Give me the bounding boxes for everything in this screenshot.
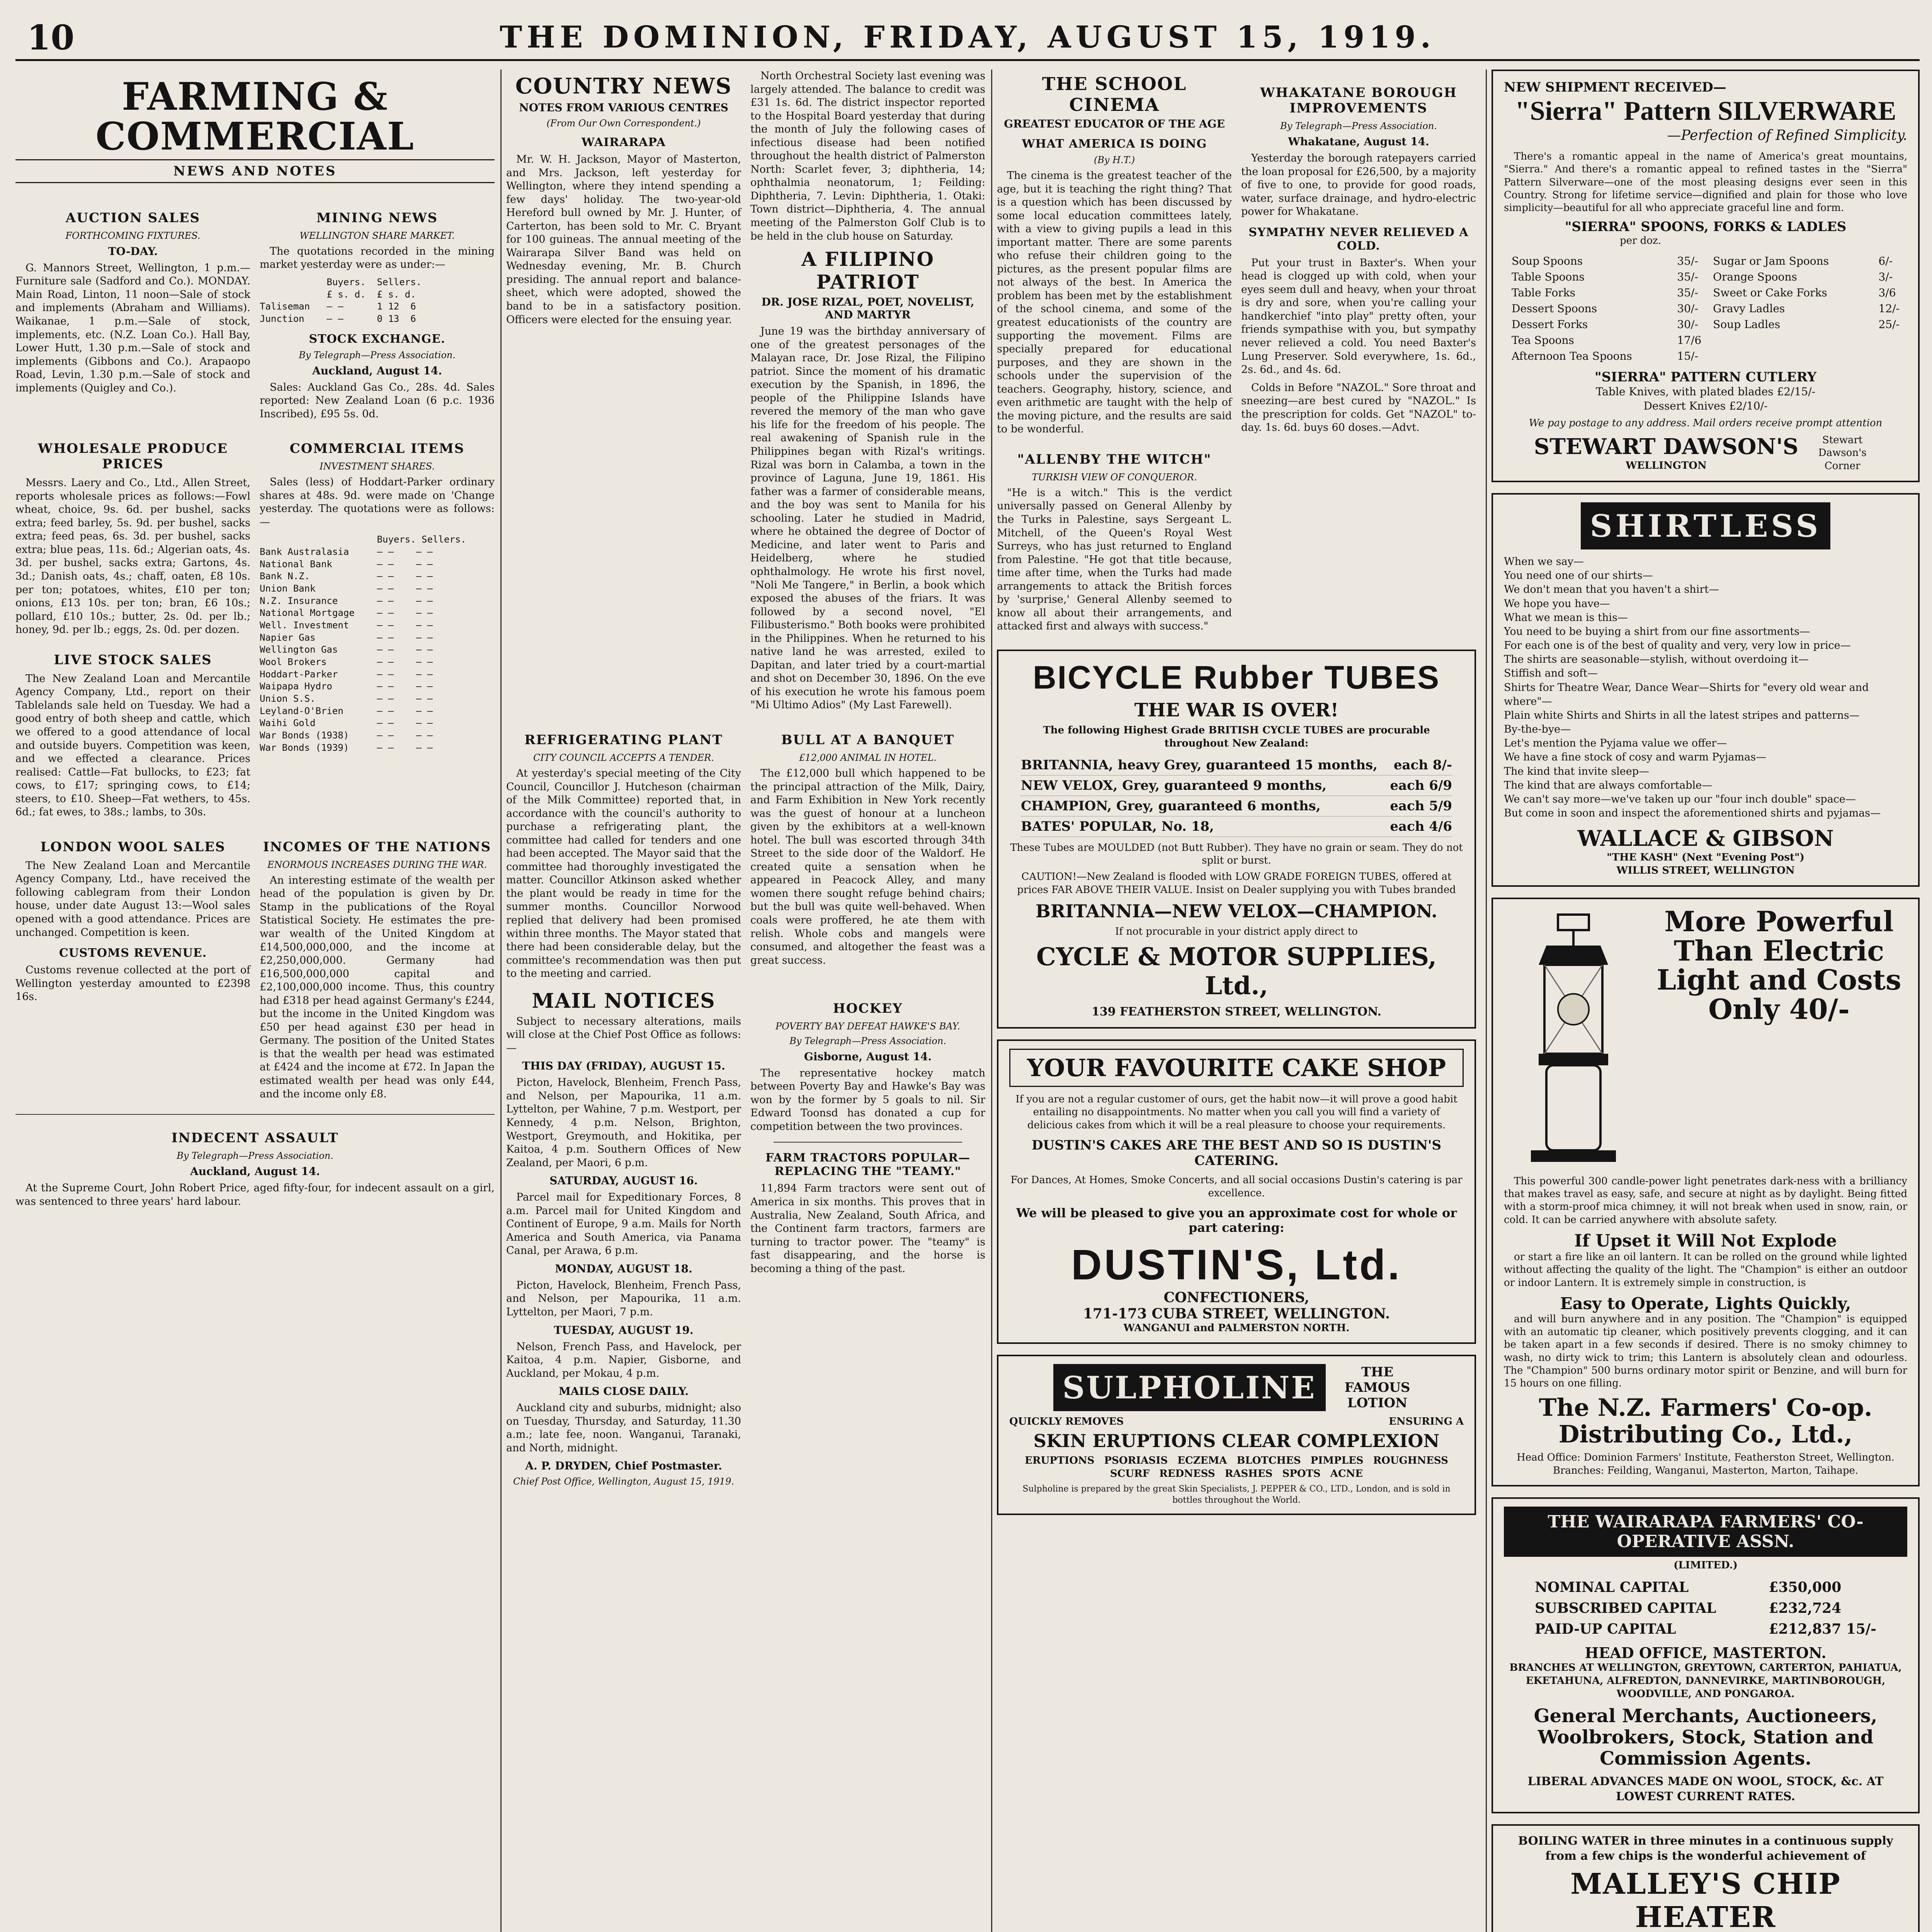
article-heading: WHAKATANE BOROUGH IMPROVEMENTS xyxy=(1260,85,1457,116)
ad-branches: WANGANUI and PALMERSTON NORTH. xyxy=(1123,1322,1350,1334)
article-dateline: Gisborne, August 14. xyxy=(804,1050,932,1063)
wairarapa-farmers-ad xyxy=(1492,1497,1920,1813)
ad-footer: Sulpholine is prepared by the great Skin Specialists, J. PEPPER & CO., LTD., London, and is sold in bottles throughout the World. xyxy=(1022,1484,1451,1505)
mail-date: THIS DAY (FRIDAY), AUGUST 15. xyxy=(522,1060,725,1073)
ad-lead: The following Highest Grade BRITISH CYCLE TUBES are procurable throughout New Zealand: xyxy=(1043,724,1430,749)
article-subheading: ENORMOUS INCREASES DURING THE WAR. xyxy=(267,859,487,870)
signature: A. P. DRYDEN, Chief Postmaster. xyxy=(525,1459,722,1473)
silverware-price-grid: Soup Spoons 35/- Sugar or Jam Spoons 6/- Table Spoons 35/- Orange Spoons 3/- Table Forks 35/- Sweet or Cake Forks 3/6 Dessert Spoons 30/- Gravy Ladles 12/- Dessert Forks 30/- Soup Ladles 25/- Tea Spoons 17/6 Afternoon Tea Spoons 15/- xyxy=(1512,255,1900,363)
list-item: CHAMPION, Grey, guaranteed 6 months, each 5/9 xyxy=(1021,796,1452,816)
article-heading: MAIL NOTICES xyxy=(532,989,716,1013)
ad-address: 139 FEATHERSTON STREET, WELLINGTON. xyxy=(1091,1005,1382,1019)
ad-brand: SULPHOLINE xyxy=(1053,1364,1326,1411)
article-heading: LIVE STOCK SALES xyxy=(54,652,212,668)
list-item: BRITANNIA, heavy Grey, guaranteed 15 months, each 8/- xyxy=(1021,755,1452,776)
article-subheading: DR. JOSE RIZAL, POET, NOVELIST, AND MARTYR xyxy=(761,296,975,321)
article-heading: INCOMES OF THE NATIONS xyxy=(263,839,492,855)
article-subheading: POVERTY BAY DEFEAT HAWKE'S BAY. xyxy=(776,1020,960,1032)
article-body: Customs revenue collected at the port of Wellington yesterday amounted to £2398 16s. xyxy=(15,964,250,1003)
ad-conditions: ERUPTIONS PSORIASIS ECZEMA BLOTCHES PIMPLES ROUGHNESS SCURF REDNESS RASHES SPOTS ACNE xyxy=(1025,1455,1448,1480)
article-body: Messrs. Laery and Co., Ltd., Allen Street, reports wholesale prices as follows:—Fowl wheat, choice, 9s. 6d. per bushel, sacks extra; feed barley, 5s. 9d. per bushel, sacks extra; feed peas, 6s. 3d. per bushel, sacks extra; blue peas, 11s. 6d.; Algerian oats, 4s. 3d. per bushel, sacks extra; Gartons, 4s. 3d.; Danish oats, 4s.; chaff, oaten, £8 10s. per ton; potatoes, whites, £10 per ton; onions, £13 10s. per ton; bran, £6 10s.; pollard, £10 10s.; butter, 2s. 0d. per lb.; honey, 9d. per lb.; eggs, 2s. 0d. per dozen. xyxy=(15,477,250,636)
article-body: Auckland city and suburbs, midnight; also on Tuesday, Thursday, and Saturday, 11.30 a.m.; late fee, noon. Wanganui, Taranaki, and North, midnight. xyxy=(506,1402,741,1454)
ad-tag: —Perfection of Refined Simplicity. xyxy=(1667,128,1907,144)
article-dateline: Whakatane, August 14. xyxy=(1288,135,1429,148)
page-number: 10 xyxy=(27,17,75,58)
article-body: At yesterday's special meeting of the City Council, Councillor J. Hutcheson (chairman of the Milk Committee) reported that, in accordance with the council's authority to purchase a refrigerating plant, the committee had called for tenders and one had been accepted. The Mayor said that the committee had thoroughly investigated the matter. Councillor Atkinson asked whether the plant would be ready in time for the summer months. Councillor Norwood replied that delivery had been promised within three months. The Mayor stated that there had been considerable delay, but the committee's recommendation was then put to the meeting and carried. xyxy=(506,767,741,980)
ad-title: THE WAIRARAPA FARMERS' CO-OPERATIVE ASSN. xyxy=(1504,1507,1907,1557)
article-heading: "ALLENBY THE WITCH" xyxy=(1017,451,1212,467)
share-table: Buyers. Sellers. Bank Australasia — — — — National Bank — — — — Bank N.Z. — — — — Union Bank — — — — N.Z. Insurance — — — — National Mortgage — — — — Well. Investment — — — — Napier Gas — — — — Wellington Gas — — — — Wool Brokers — — — — Hoddart-Parker — — — — Waipapa Hydro — — — — Union S.S. — — — — Leyland-O'Brien — — — — Waihi Gold — — — — War Bonds (1938) — — — — War Bonds (1939) — — — — xyxy=(260,534,466,753)
article-heading: INDECENT ASSAULT xyxy=(171,1130,339,1146)
article-subheading: WELLINGTON SHARE MARKET. xyxy=(299,230,455,241)
ad-catering: For Dances, At Homes, Smoke Concerts, and all social occasions Dustin's catering is par excellence. xyxy=(1010,1174,1463,1199)
ad-body: If you are not a regular customer of ours, get the habit now—it will prove a good habit entailing no disappointments. No matter when you call you will find a variety of delicious cakes from which it will be a real pleasure to choose your requirements. xyxy=(1015,1093,1458,1131)
ad-lead: NEW SHIPMENT RECEIVED— xyxy=(1504,80,1726,95)
lantern-icon xyxy=(1508,907,1639,1170)
article-body: Picton, Havelock, Blenheim, French Pass, and Nelson, per Mapourika, 11 a.m. Lyttelton, per Wahine, 7 p.m. Westport, per Kennedy, 4 p.m. Nelson, Brighton, Westport, Greymouth, and Hokitika, per Kaitoa, 4 p.m. Southern Offices of New Zealand, per Maori, 6 p.m. xyxy=(506,1077,741,1169)
ad-brands: BRITANNIA—NEW VELOX—CHAMPION. xyxy=(1035,900,1438,922)
council-article xyxy=(506,717,741,985)
newspaper-page xyxy=(15,15,1920,1932)
indecent-assault-article xyxy=(15,1130,495,1208)
ad-subheading: "SIERRA" PATTERN CUTLERY xyxy=(1595,369,1816,385)
ad-seller-tag: "THE KASH" (Next "Evening Post") xyxy=(1607,852,1804,864)
article-body: Nelson, French Pass, and Havelock, per Kaitoa, 4 p.m. Napier, Gisborne, and Auckland, per Mokau, 4 p.m. xyxy=(506,1340,741,1379)
capital-table: NOMINAL CAPITAL £350,000 SUBSCRIBED CAPITAL £232,724 PAID-UP CAPITAL £212,837 15/- xyxy=(1535,1579,1876,1638)
tube-price-list xyxy=(1021,755,1452,837)
mail-date: MAILS CLOSE DAILY. xyxy=(558,1385,689,1398)
bull-article xyxy=(750,717,985,985)
ad-title: More Powerful Than Electric Light and Costs Only 40/- xyxy=(1656,905,1901,1026)
ad-branches: Branches: Feilding, Wanganui, Masterton, Marton, Taihape. xyxy=(1553,1464,1859,1476)
ad-seller-place: WELLINGTON xyxy=(1626,460,1707,472)
article-heading: COMMERCIAL ITEMS xyxy=(289,441,465,457)
ad-title: MALLEY'S CHIP HEATER xyxy=(1570,1867,1841,1932)
article-byline: By Telegraph—Press Association. xyxy=(299,349,456,361)
ad-brand: DUSTIN'S, Ltd. xyxy=(1071,1241,1402,1289)
lantern-illustration xyxy=(1504,907,1643,1171)
article-dateline: TO-DAY. xyxy=(108,245,158,258)
sulpholine-ad xyxy=(997,1355,1476,1515)
article-heading: HOCKEY xyxy=(833,1000,903,1016)
mining-news-article xyxy=(260,195,495,425)
article-body: Subject to necessary alterations, mails will close at the Chief Post Office as follows:— xyxy=(506,1015,741,1054)
mail-date: MONDAY, AUGUST 18. xyxy=(555,1262,692,1275)
ad-title: YOUR FAVOURITE CAKE SHOP xyxy=(1009,1049,1464,1087)
article-body: The New Zealand Loan and Mercantile Agency Company, Ltd., have received the following cablegram from their London house, under date August 13:—Wool sales opened with a good attendance. Prices are unchanged. Competition is keen. xyxy=(15,859,250,939)
ad-body: and will burn anywhere and in any position. The "Champion" is equipped with an automatic tip cleaner, which positively prevents clogging, and it can be taken apart in a few seconds if desired. There is no smoky chimney to wash, no dirty wick to trim; this Lantern is absolutely clean and odourless. The "Champion" 500 burns ordinary motor spirit or Benzine, and will burn for 15 hours on one filling. xyxy=(1504,1313,1907,1389)
article-subheading: £12,000 ANIMAL IN HOTEL. xyxy=(799,752,937,763)
auction-sales-article xyxy=(15,195,250,425)
article-subheading: CITY COUNCIL ACCEPTS A TENDER. xyxy=(533,752,714,763)
section-banner: FARMING & COMMERCIAL xyxy=(95,75,415,159)
cutlery-line: Table Knives, with plated blades £2/15/- xyxy=(1595,385,1816,398)
article-heading: BULL AT A BANQUET xyxy=(781,732,955,748)
article-heading: SYMPATHY NEVER RELIEVED A COLD. xyxy=(1248,225,1469,253)
cake-shop-ad xyxy=(997,1039,1476,1344)
article-subheading: TURKISH VIEW OF CONQUEROR. xyxy=(1032,471,1197,483)
ad-body: There's a romantic appeal in the name of America's great mountains, "Sierra." And there's a romantic appeal to refined tastes in the "Sierra" Pattern Silverware—one of the most pleasing designs ever seen in this Country. Strong for lifetime service—dignified and plain for those who love simplicity—beautiful for all who appreciate graceful line and form. xyxy=(1504,150,1907,214)
ad-seller-address: WILLIS STREET, WELLINGTON xyxy=(1616,865,1795,877)
ad-quote: We will be pleased to give you an approximate cost for whole or part catering: xyxy=(1016,1205,1457,1235)
place-heading: WAIRARAPA xyxy=(581,136,666,149)
incomes-article xyxy=(260,824,495,1105)
lamp-ad xyxy=(1492,898,1920,1486)
ad-seller: STEWART DAWSON'S xyxy=(1534,434,1799,460)
article-body: Sales (less) of Hoddart-Parker ordinary shares at 48s. 9d. were made on 'Change yesterday. The quotations were as follows:— xyxy=(260,476,495,528)
price-unit: per doz. xyxy=(1620,235,1661,247)
section-sub-banner: NEWS AND NOTES xyxy=(15,159,495,183)
ad-company: The N.Z. Farmers' Co-op. Distributing Co., Ltd., xyxy=(1539,1393,1872,1448)
article-heading: WHOLESALE PRODUCE PRICES xyxy=(38,441,228,472)
article-dateline: Auckland, August 14. xyxy=(190,1165,320,1178)
article-body: "He is a witch." This is the verdict universally passed on General Allenby by the Turks in Palestine, says Sergeant L. Mitchell, of the Queen's Royal West Surreys, who has just returned to England from Palestine. "He got that title because, time after time, when the Turks had made arrangements to attack the British forces by 'surprise,' General Allenby seemed to know all about their arrangements, and attacked first and always with success." xyxy=(997,486,1232,633)
ad-tag: DUSTIN'S CAKES ARE THE BEST AND SO IS DUSTIN'S CATERING. xyxy=(1032,1137,1441,1168)
ad-tag: THE FAMOUS LOTION xyxy=(1344,1364,1410,1411)
column-country-news xyxy=(506,70,985,1932)
article-byline: By Telegraph—Press Association. xyxy=(1280,121,1437,131)
article-dateline: Auckland, August 14. xyxy=(312,364,442,377)
column-ads xyxy=(1492,70,1920,1932)
produce-prices-article xyxy=(15,425,250,824)
shirtless-ad xyxy=(1492,493,1920,887)
ad-limited: (LIMITED.) xyxy=(1673,1560,1738,1571)
article-kicker: WHAT AMERICA IS DOING xyxy=(1022,137,1207,151)
signature-place: Chief Post Office, Wellington, August 15, 1919. xyxy=(513,1476,734,1487)
cutlery-line: Dessert Knives £2/10/- xyxy=(1643,399,1768,412)
ad-obtain: If not procurable in your district apply direct to xyxy=(1115,925,1358,937)
bicycle-tubes-ad xyxy=(997,650,1476,1029)
ad-seller-tag: Stewart Dawson's Corner xyxy=(1818,434,1867,472)
ad-subtitle: THE WAR IS OVER! xyxy=(1134,699,1339,721)
list-item: BATES' POPULAR, No. 18, each 4/6 xyxy=(1021,816,1452,837)
article-body: An interesting estimate of the wealth per head of the population is given by Dr. Stamp in the publications of the Royal Statistical Society. He estimates the pre-war wealth of the United Kingdom at £14,500,000,000, and the income at £2,250,000,000. Germany had £16,500,000,000 capital and £2,100,000,000 income. Thus, this country had £318 per head against Germany's £244, but the income in the United Kingdom was £50 per head against £30 per head in Germany. The position of the United States is that the wealth per head was estimated at £424 and the income at £72. In Japan the estimated wealth per head was only £44, and the income only £8. xyxy=(260,874,495,1100)
ad-trade: CONFECTIONERS, xyxy=(1163,1289,1310,1306)
article-heading: A FILIPINO PATRIOT xyxy=(801,248,934,294)
article-body: The quotations recorded in the mining market yesterday were as under:— xyxy=(260,245,495,271)
article-heading: REFRIGERATING PLANT xyxy=(524,732,723,748)
mail-date: SATURDAY, AUGUST 16. xyxy=(549,1174,698,1187)
ad-title: "Sierra" Pattern SILVERWARE xyxy=(1515,96,1896,126)
ad-title: BICYCLE Rubber TUBES xyxy=(1032,659,1440,696)
ad-company: CYCLE & MOTOR SUPPLIES, Ltd., xyxy=(1036,942,1437,1000)
column-farming xyxy=(15,70,495,1932)
article-body: The cinema is the greatest teacher of the age, but it is teaching the right thing? That is a question which has been discussed by some local education committees lately, with a view to giving pupils a lead in this important matter. There are some parents who refuse their children going to the pictures, as the present popular films are not always of the best. In America the problem has been met by the establishment of the school cinema, and some of the greatest educationists of the country are supporting the movement. Films are specially prepared for educational purposes, and they are shown in the schools under the supervision of the teachers. Geography, history, science, and even arithmetic are taught with the help of the moving picture, and the results are said to be wonderful. xyxy=(997,170,1232,435)
mail-date: TUESDAY, AUGUST 19. xyxy=(554,1323,694,1337)
article-kicker: CUSTOMS REVENUE. xyxy=(59,946,207,960)
article-body: The £12,000 bull which happened to be the principal attraction of the Milk, Dairy, and Farm Exhibition in New York recently was the guest of honour at a luncheon given by the exhibitors at a well-known hotel. The bull was escorted through 34th Street to the side door of the Waldorf. He created quite a sensation when he appeared in Peacock Alley, and many women there sought refuge behind chairs; but the bull was quite well-behaved. When coals were proffered, he ate them with relish. Whole cobs and mangels were consumed, and altogether the feast was a great success. xyxy=(750,767,985,966)
ad-note: These Tubes are MOULDED (not Butt Rubber). They have no grain or seam. They do not split or burst. xyxy=(1010,842,1463,867)
article-body: North Orchestral Society last evening was largely attended. The balance to credit was £31 1s. 6d. The district inspector reported to the Hospital Board yesterday that during the month of July the following cases of infectious disease had been notified throughout the health district of Palmerston North: Scarlet fever, 3; diphtheria, 14; ophthalmia neonatorum, 1; Feilding: Diphtheria, 7. Levin: Diphtheria, 1. Otaki: Town district—Diphtheria, 4. The annual meeting of the Palmerston Golf Club is to be held in the club house on Saturday. xyxy=(750,70,985,242)
article-byline: (From Our Own Correspondent.) xyxy=(546,118,701,129)
article-body: Put your trust in Baxter's. When your head is clogged up with cold, when your eyes seem dull and heavy, when your throat is dry and sore, when you're calling your handkerchief "into play" pretty often, your friends sympathise with you, but sympathy never relieved a cold. You need Baxter's Lung Preserver. Sold everywhere, 1s. 6d., 2s. 6d., and 4s. 6d. xyxy=(1241,257,1476,376)
article-body: The New Zealand Loan and Mercantile Agency Company, Ltd., report on their Tablelands sale held on Tuesday. We had a good entry of both sheep and cattle, which we offered to a good attendance of local and outside buyers. Competition was keen, and we effected a clearance. Prices realised: Cattle—Fat bullocks, to £23; fat cows, to £17; springing cows, to £14; steers, to £10. Sheep—Fat wethers, to 45s. 6d.; fat ewes, to 38s.; lambs, to 30s. xyxy=(15,672,250,818)
ad-warning: If Upset it Will Not Explode xyxy=(1574,1231,1837,1251)
ad-body: or start a fire like an oil lantern. It can be rolled on the ground while lighted without affecting the quality of the light. The "Champion" is either an outdoor or indoor Lantern. It is extremely simple in construction, is xyxy=(1504,1251,1907,1289)
article-subheading: INVESTMENT SHARES. xyxy=(319,461,435,472)
ad-subheading: "SIERRA" SPOONS, FORKS & LADLES xyxy=(1565,219,1847,235)
article-body: Yesterday the borough ratepayers carried the loan proposal for £26,500, by a majority of five to one, to provide for good roads, water, surface drainage, and hydro-electric power for Whakatane. xyxy=(1241,152,1476,218)
newspaper-title: THE DOMINION, FRIDAY, AUGUST 15, 1919. xyxy=(500,20,1435,55)
whakatane-article xyxy=(1241,70,1476,638)
article-body: G. Mannors Street, Wellington, 1 p.m.—Furniture sale (Sadford and Co.). MONDAY. Main Road, Linton, 11 noon—Sale of stock and implements (Abraham and Williams). Waikanae, 1 p.m.—Sale of stock, implements, etc. (N.Z. Loan Co.). Hall Bay, Lower Hutt, 1.30 p.m.—Sale of stock and implements (Gibbons and Co.). Arapaopo Road, Levin, 1.30 p.m.—Sale of stock and implements (Quigley and Co.). xyxy=(15,262,250,394)
silverware-ad xyxy=(1492,70,1920,482)
article-body: Picton, Havelock, Blenheim, French Pass, and Nelson, per Mapourika, 11 a.m. Lyttelton, per Maori, 7 p.m. xyxy=(506,1279,741,1318)
ad-note: We pay postage to any address. Mail orders receive prompt attention xyxy=(1529,417,1883,429)
list-item: NEW VELOX, Grey, guaranteed 9 months, each 6/9 xyxy=(1021,776,1452,796)
article-byline: (By H.T.) xyxy=(1094,155,1135,165)
shirtless-lines: When we say— You need one of our shirts— We don't mean that you haven't a shirt— We hope you have— What we mean is this— You need to be buying a shirt from our fine assortments— For each one is of the best of quality and very, very low in price— The shirts are seasonable—stylish, without overdoing it— Stiffish and soft— Shirts for Theatre Wear, Dance Wear—Shirts for "every old wear and where"— Plain white Shirts and Shirts in all the latest stripes and patterns— By-the-bye— Let's mention the Pyjama value we offer— We have a fine stock of cosy and warm Pyjamas— The kind that invite sleep— The kind that are always comfortable— We can't say more—we've taken up our "four inch double" space— But come in soon and inspect the aforementioned shirts and pyjamas— xyxy=(1504,556,1881,820)
ad-title: SHIRTLESS xyxy=(1581,502,1830,549)
ad-address: 171-173 CUBA STREET, WELLINGTON. xyxy=(1083,1305,1390,1322)
wool-sales-article xyxy=(15,824,250,1105)
article-body: June 19 was the birthday anniversary of one of the greatest personages of the Malayan race, Dr. Jose Rizal, the Filipino patriot. Since the moment of his dramatic execution by the Spanish, in 1896, the people of the Philippine Islands have revered the memory of the man who gave his life for the freedom of his people. The real awakening of Spanish rule in the Philippines began with Rizal's writings. Rizal was born in Calamba, a town in the province of Laguna, June 19, 1861. His father was a farmer of considerable means, and the boy was sent to Manila for his schooling. Later he studied in Madrid, where he obtained the degree of Doctor of Medicine, and later went to Paris and Heidelberg, where he studied ophthalmology. He wrote his first novel, "Noli Me Tangere," in Berlin, a book which exposed the abuses of the friars. It was followed by a second novel, "El Filibusterismo." Both books were prohibited in the Philippines. When he returned to his native land he was arrested, exiled to Dapitan, and later tried by a court-martial and shot on December 30, 1896. On the eve of his execution he wrote his famous poem "Mi Ultimo Adios" (My Last Farewell). xyxy=(750,325,985,711)
mail-notices-article xyxy=(506,985,741,1491)
ad-right: ENSURING A xyxy=(1389,1416,1464,1428)
hockey-article xyxy=(750,985,985,1491)
article-body: At the Supreme Court, John Robert Price, aged fifty-four, for indecent assault on a girl, was sentenced to three years' hard labour. xyxy=(15,1182,495,1208)
article-heading: AUCTION SALES xyxy=(65,210,201,226)
article-heading: THE SCHOOL CINEMA xyxy=(1042,73,1187,115)
ad-headline: SKIN ERUPTIONS CLEAR COMPLEXION xyxy=(1033,1430,1440,1452)
commercial-items-article xyxy=(260,425,495,824)
article-body: The representative hockey match between Poverty Bay and Hawke's Bay was won by the former by 5 goals to nil. Sir Edward Toonsd has donated a cup for competition between the two provinces. xyxy=(750,1067,985,1133)
ad-head-office: HEAD OFFICE, MASTERTON. xyxy=(1585,1644,1827,1662)
article-subheading: GREATEST EDUCATOR OF THE AGE xyxy=(1004,117,1225,130)
article-heading: FARM TRACTORS POPULAR—REPLACING THE "TEAMY." xyxy=(765,1151,971,1179)
ad-services: General Merchants, Auctioneers, Woolbrokers, Stock, Station and Commission Agents. xyxy=(1534,1705,1878,1769)
ad-lead: BOILING WATER in three minutes in a continuous supply from a few chips is the wonderful achievement of xyxy=(1518,1834,1893,1863)
country-news-article xyxy=(506,70,741,717)
school-cinema-article xyxy=(997,70,1232,638)
article-body: Parcel mail for Expeditionary Forces, 8 a.m. Parcel mail for United Kingdom and Continent of Europe, 9 a.m. Mails for North America and South America, via Panama Canal, per Arawa, 6 p.m. xyxy=(506,1191,741,1257)
article-body: Colds in Before "NAZOL." Sore throat and sneezing—are best cured by "NAZOL." Is the prescription for colds. Get "NAZOL" to-day. 1s. 6d. buys 60 doses.—Advt. xyxy=(1241,381,1476,434)
masthead xyxy=(15,15,1920,61)
ad-caution: CAUTION!—New Zealand is flooded with LOW GRADE FOREIGN TUBES, offered at prices FAR ABOVE THEIR VALUE. Insist on Dealer supplying you with Tubes branded xyxy=(1017,871,1456,896)
share-table: Buyers. Sellers. £ s. d. £ s. d. Taliseman — — 1 12 6 Junction — — 0 13 6 xyxy=(260,276,422,324)
article-byline: By Telegraph—Press Association. xyxy=(177,1150,333,1162)
article-heading: LONDON WOOL SALES xyxy=(40,839,226,855)
article-subheading: FORTHCOMING FIXTURES. xyxy=(65,230,201,241)
article-body: Mr. W. H. Jackson, Mayor of Masterton, and Mrs. Jackson, left yesterday for Wellington, where they intend spending a few days' holiday. The two-year-old Hereford bull owned by Mr. J. Hunter, of Carterton, has been sold to Mr. C. Bryant for 100 guineas. The annual meeting of the Wairarapa Silver Band was held on Wednesday evening, Mr. B. Church presiding. The annual report and balance-sheet, which were adopted, showed the band to be in a satisfactory position. Officers were elected for the ensuing year. xyxy=(506,153,741,326)
ad-body: This powerful 300 candle-power light penetrates dark-ness with a brilliancy that makes travel as easy, safe, and secure at night as by daylight. Being fitted with a storm-proof mica chimney, it will not break when used in snow, rain, or cold. It can be carried anywhere with absolute safety. xyxy=(1504,1175,1907,1226)
hospital-article xyxy=(750,70,985,717)
chip-heater-ad xyxy=(1492,1824,1920,1932)
article-heading: COUNTRY NEWS xyxy=(515,73,732,99)
article-kicker: STOCK EXCHANGE. xyxy=(309,332,446,346)
article-body: 11,894 Farm tractors were sent out of America in six months. This proves that in Australia, New Zealand, South Africa, and the Continent farm tractors, farmers are turning to tractor power. The "teamy" is fast disappearing, and the horse is becoming a thing of the past. xyxy=(750,1182,985,1275)
article-heading: MINING NEWS xyxy=(316,210,438,226)
ad-advances: LIBERAL ADVANCES MADE ON WOOL, STOCK, &c. AT LOWEST CURRENT RATES. xyxy=(1527,1775,1884,1804)
ad-easy: Easy to Operate, Lights Quickly, xyxy=(1560,1294,1851,1313)
article-subheading: NOTES FROM VARIOUS CENTRES xyxy=(519,101,728,114)
article-body: Sales: Auckland Gas Co., 28s. 4d. Sales reported: New Zealand Loan (6 p.c. 1936 Inscribed), £95 5s. 0d. xyxy=(260,381,495,420)
ad-branches: BRANCHES AT WELLINGTON, GREYTOWN, CARTERTON, PAHIATUA, EKETAHUNA, ALFREDTON, DANNEVIRKE, MARTINBOROUGH, WOODVILLE, AND PONGAROA. xyxy=(1509,1662,1902,1700)
ad-office: Head Office: Dominion Farmers' Institute, Featherston Street, Wellington. xyxy=(1517,1451,1895,1463)
column-cinema-and-ads xyxy=(997,70,1476,1932)
article-byline: By Telegraph—Press Association. xyxy=(789,1035,946,1046)
ad-seller: WALLACE & GIBSON xyxy=(1577,826,1834,852)
ad-left: QUICKLY REMOVES xyxy=(1009,1416,1124,1428)
